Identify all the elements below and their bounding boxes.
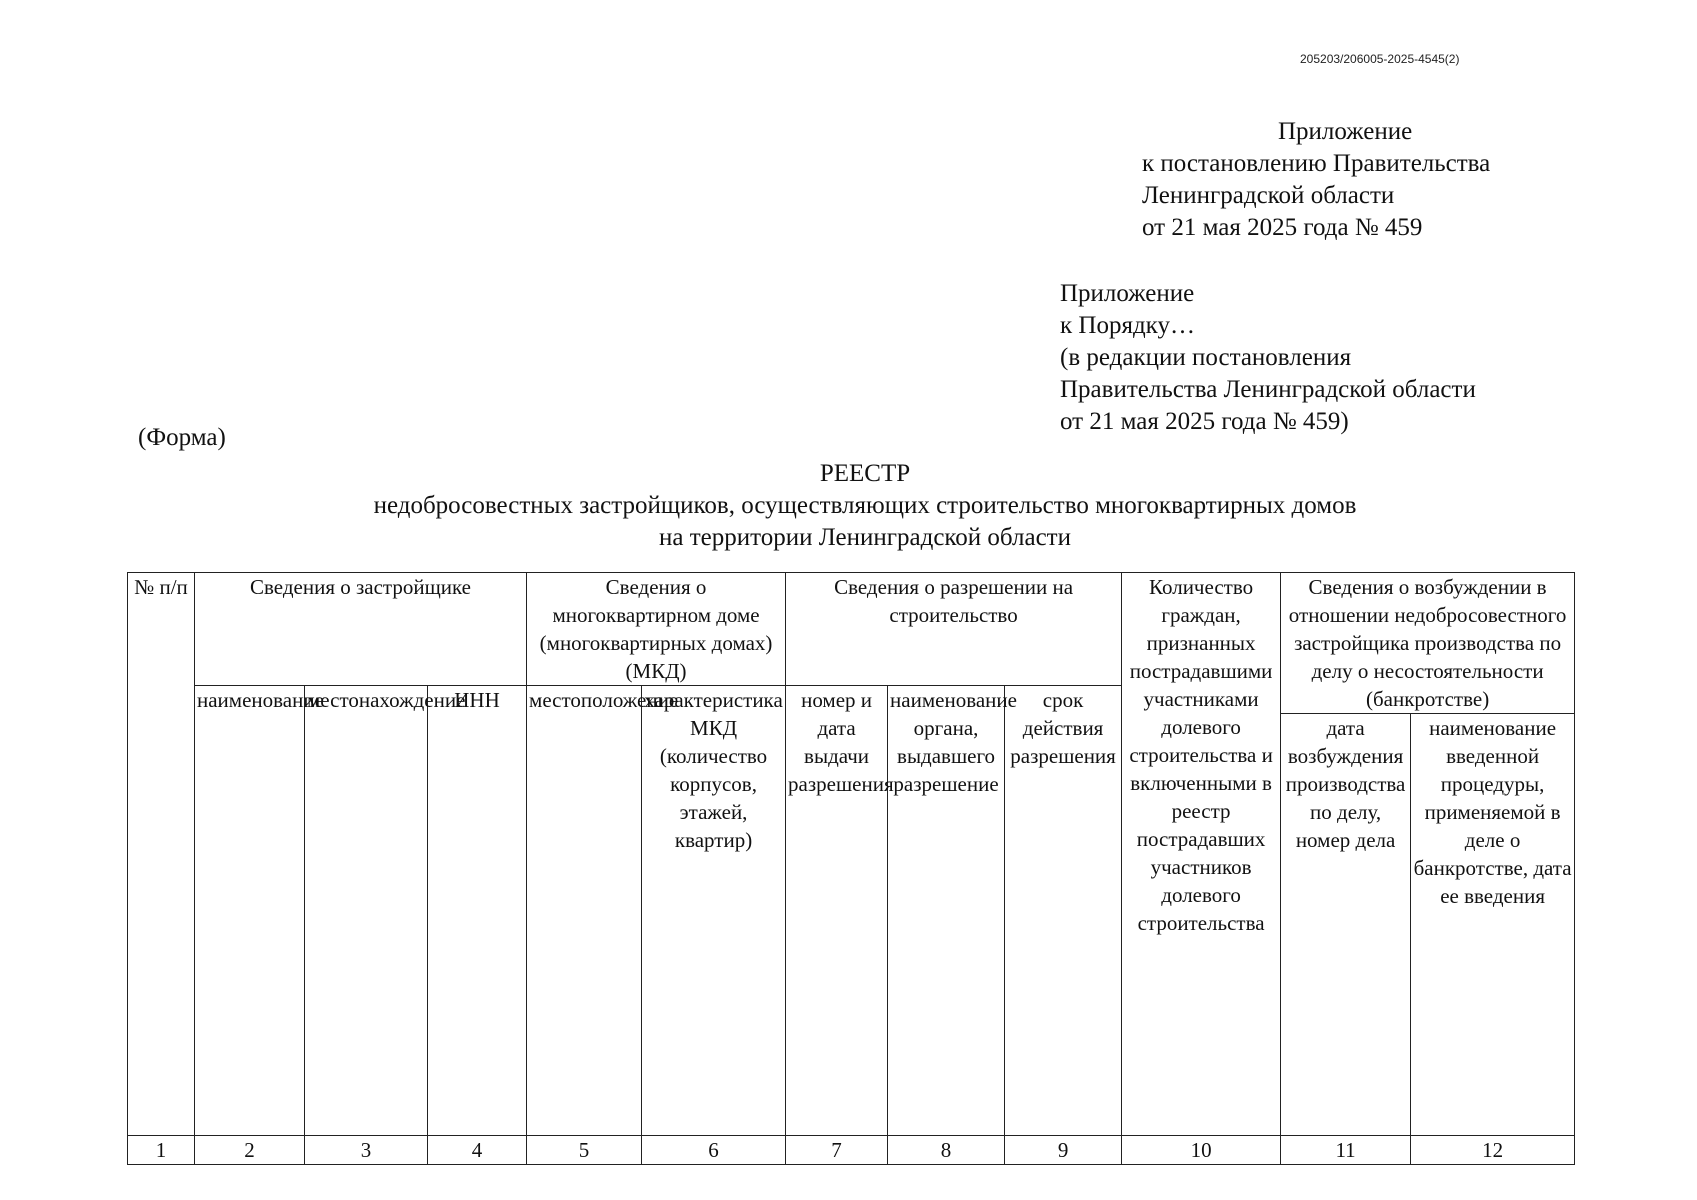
appendix-line: Приложение [1060, 280, 1195, 307]
header-bankruptcy-date-case: дата возбуждения производства по делу, номер дела [1281, 714, 1411, 1136]
column-number: 3 [305, 1136, 428, 1165]
column-number: 4 [428, 1136, 527, 1165]
appendix-line: Ленинградской области [1142, 182, 1395, 209]
header-bankruptcy-procedure: наименование введенной процедуры, применяемой в деле о банкротстве, дата ее введения [1411, 714, 1575, 1136]
header-permit-issuer: наименование органа, выдавшего разрешение [888, 686, 1005, 1136]
column-number: 6 [642, 1136, 786, 1165]
header-permit-validity: срок действия разрешения [1005, 686, 1122, 1136]
header-victims-count: Количество граждан, признанных пострадавшими участниками долевого строительства и включенными в реестр пострадавших участников долевого строительства [1122, 573, 1281, 1136]
column-number: 9 [1005, 1136, 1122, 1165]
header-developer-inn: ИНН [428, 686, 527, 1136]
header-developer-info: Сведения о застройщике [195, 573, 527, 686]
appendix-to-resolution [1142, 116, 1490, 244]
appendix-line: Правительства Ленинградской области [1060, 376, 1476, 403]
header-row-number: № п/п [128, 573, 195, 1136]
appendix-to-procedure [1060, 278, 1476, 438]
header-mkd-location: местоположение [527, 686, 642, 1136]
appendix-line: (в редакции постановления [1060, 344, 1352, 371]
appendix-line: от 21 мая 2025 года № 459) [1060, 408, 1349, 435]
header-mkd-characteristics: характеристика МКД (количество корпусов, этажей, квартир) [642, 686, 786, 1136]
registry-form-table [127, 572, 1575, 1165]
column-number-row [128, 1136, 1575, 1165]
column-number: 10 [1122, 1136, 1281, 1165]
header-permit-info: Сведения о разрешении на строительство [786, 573, 1122, 686]
header-mkd-info: Сведения о многоквартирном доме (многоквартирных домах) (МКД) [527, 573, 786, 686]
column-number: 1 [128, 1136, 195, 1165]
appendix-line: к постановлению Правительства [1142, 150, 1491, 177]
registry-title: РЕЕСТР [819, 460, 911, 487]
appendix-line: от 21 мая 2025 года № 459 [1142, 214, 1423, 241]
column-number: 12 [1411, 1136, 1575, 1165]
appendix-line: к Порядку… [1060, 312, 1195, 339]
header-permit-number-date: номер и дата выдачи разрешения [786, 686, 888, 1136]
column-number: 2 [195, 1136, 305, 1165]
column-number: 5 [527, 1136, 642, 1165]
column-number: 8 [888, 1136, 1005, 1165]
column-number: 7 [786, 1136, 888, 1165]
header-developer-location: местонахождение [305, 686, 428, 1136]
appendix-title: Приложение [1278, 118, 1413, 145]
header-bankruptcy-info: Сведения о возбуждении в отношении недобросовестного застройщика производства по делу о несостоятельности (банкротстве) [1281, 573, 1575, 714]
header-developer-name: наименование [195, 686, 305, 1136]
form-label: (Форма) [138, 424, 226, 451]
document-id-code: 205203/206005-2025-4545(2) [1300, 52, 1460, 66]
registry-subtitle: недобросовестных застройщиков, осуществляющих строительство многоквартирных домов [373, 492, 1357, 519]
column-number: 11 [1281, 1136, 1411, 1165]
registry-subtitle-region: на территории Ленинградской области [659, 524, 1071, 551]
